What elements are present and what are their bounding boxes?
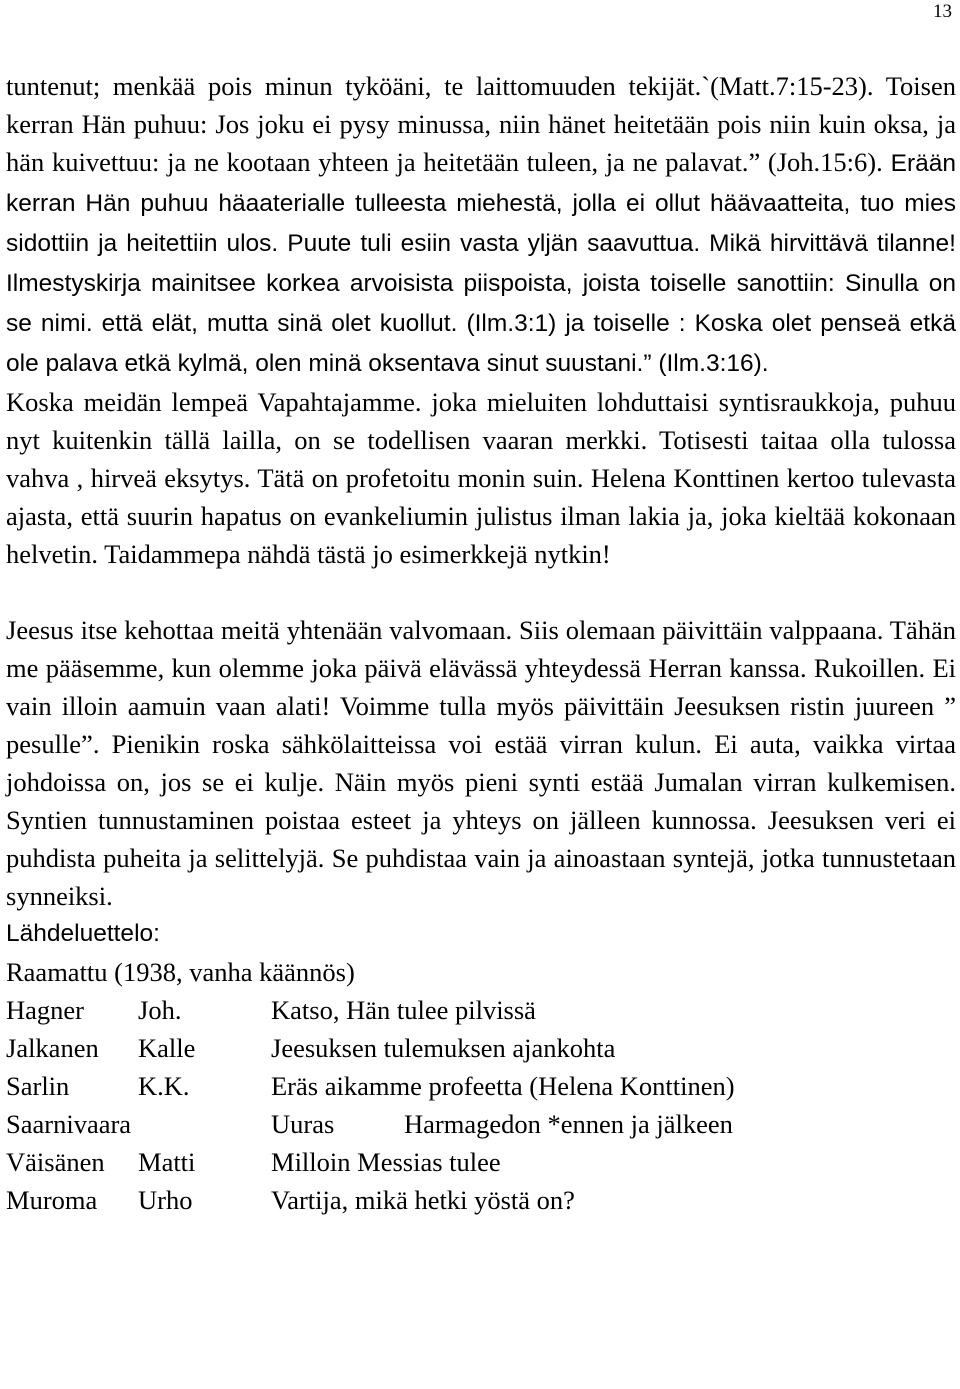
paragraph-watchfulness: Jeesus itse kehottaa meitä yhtenään valvomaan. Siis olemaan päivittäin valppaana. Tähän me pääsemme, kun olemme joka päivä elävässä yhteydessä Herran kanssa. Rukoillen. Ei vain illoin aamuin vaan alati! Voimme tulla myös päivittäin Jeesuksen ristin juureen ” pesulle”. Pienikin roska sähkölaitteissa voi estää virran kulun. Ei auta, vaikka virtaa johdoissa on, jos se ei kulje. Näin myös pieni synti estää Jumalan virran kulkemisen. Syntien tunnustaminen poistaa esteet ja yhteys on jälleen kunnossa. Jeesuksen veri ei puhdista puheita ja selittelyjä. Se puhdistaa vain ja ainoastaan syntejä, jotka tunnustetaan synneiksi.: [6, 615, 956, 911]
sources-heading: Lähdeluettelo:: [6, 920, 160, 947]
source-row: [6, 1029, 956, 1067]
sources-bible: Raamattu (1938, vanha käännös): [6, 957, 355, 987]
sources-list: [6, 991, 956, 1219]
source-extra: Harmagedon *ennen ja jälkeen: [404, 1109, 733, 1139]
source-row: [6, 991, 956, 1029]
source-surname: Sarlin: [6, 1071, 70, 1101]
source-firstname: Matti: [138, 1147, 196, 1177]
paragraph-text-serif: tuntenut; menkää pois minun tyköäni, te laittomuuden tekijät.`(Matt.7:15-23). Toisen kerran Hän puhuu: Jos joku ei pysy minussa, niin hänet heitetään pois niin kuin oksa, ja hän kuivettuu: ja ne kootaan yhteen ja heitetään tuleen, ja ne palavat.” (Joh.15:6).: [6, 71, 956, 177]
paragraph-matthew-john: [6, 67, 956, 383]
source-title: Vartija, mikä hetki yöstä on?: [271, 1185, 575, 1215]
source-surname: Saarnivaara: [6, 1109, 132, 1139]
source-surname: Jalkanen: [6, 1033, 99, 1063]
source-title: Milloin Messias tulee: [271, 1147, 501, 1177]
source-surname: Väisänen: [6, 1147, 105, 1177]
source-firstname: Kalle: [138, 1033, 196, 1063]
source-surname: Hagner: [6, 995, 84, 1025]
source-firstname: Joh.: [138, 995, 182, 1025]
paragraph-warning: Koska meidän lempeä Vapahtajamme. joka mieluiten lohduttaisi syntisraukkoja, puhuu nyt kuitenkin tällä lailla, on se todellisen vaaran merkki. Totisesti taitaa olla tulossa vahva , hirveä eksytys. Tätä on profetoitu monin suin. Helena Konttinen kertoo tulevasta ajasta, että suurin hapatus on evankeliumin julistus ilman lakia ja, joka kieltää kokonaan helvetin. Taidammepa nähdä tästä jo esimerkkejä nytkin!: [6, 387, 956, 569]
source-firstname: K.K.: [138, 1071, 190, 1101]
source-row: [6, 1105, 956, 1143]
source-row: [6, 1181, 956, 1219]
source-title: Jeesuksen tulemuksen ajankohta: [271, 1033, 616, 1063]
page-number: 13: [933, 1, 952, 22]
document-body: [6, 67, 956, 1219]
source-surname: Muroma: [6, 1185, 98, 1215]
source-title: Eräs aikamme profeetta (Helena Konttinen): [271, 1071, 735, 1101]
source-row: [6, 1143, 956, 1181]
source-title: Uuras: [271, 1109, 335, 1139]
source-row: [6, 1067, 956, 1105]
paragraph-text-sans: Erään kerran Hän puhuu häaaterialle tulleesta miehestä, jolla ei ollut häävaatteita, tuo mies sidottiin ja heitettiin ulos. Puute tuli esiin vasta yljän saavuttua. Mikä hirvittävä tilanne! Ilmestyskirja mainitsee korkea arvoisista piispoista, joista toiselle sanottiin: Sinulla on se nimi. että elät, mutta sinä olet kuollut. (Ilm.3:1) ja toiselle : Koska olet penseä etkä ole palava etkä kylmä, olen minä oksentava sinut suustani.”: [6, 150, 956, 377]
paragraph-gap: [6, 573, 956, 611]
paragraph-text-ref: (Ilm.3:16).: [651, 350, 769, 377]
source-title: Katso, Hän tulee pilvissä: [271, 995, 536, 1025]
source-firstname: Urho: [138, 1185, 193, 1215]
